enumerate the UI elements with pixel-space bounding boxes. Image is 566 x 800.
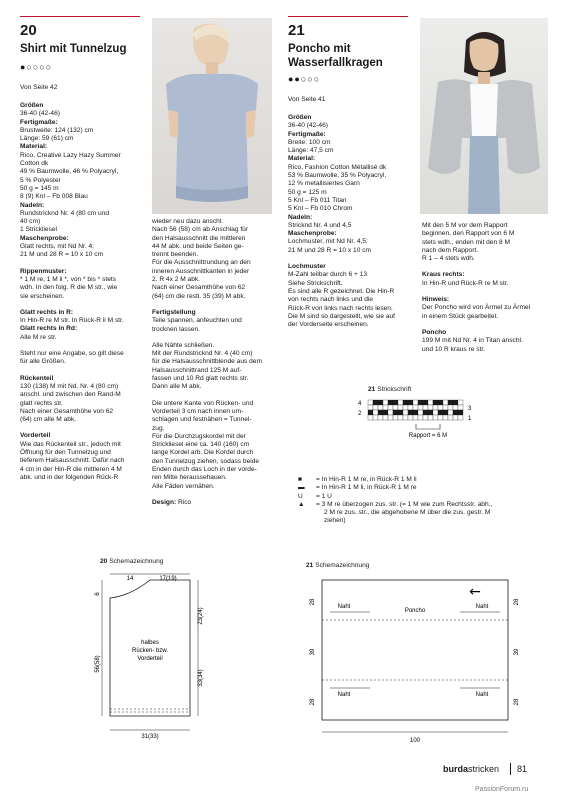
poncho-schematic xyxy=(300,572,530,748)
chart-cell xyxy=(393,415,398,420)
dim-right: 28 xyxy=(514,698,520,706)
text-line: R 1 – 4 stets wdh. xyxy=(422,255,475,263)
text-line: (64) cm die restl. 35 (39) M abk. xyxy=(152,292,246,300)
text-line: Vorderteil 3 cm nach innen um- xyxy=(152,407,244,415)
front-line: Wie das Rückenteil str., jedoch mit xyxy=(20,440,121,448)
measures-heading: Fertigmaße: xyxy=(20,118,58,126)
chart-cell xyxy=(383,405,388,410)
chart-cell xyxy=(423,400,428,405)
needles-line: Rundstricknd Nr. 4 (80 cm und xyxy=(20,209,110,217)
chart-cell xyxy=(398,410,403,415)
text-line: trennt beenden. xyxy=(152,251,199,259)
chart-cell xyxy=(408,405,413,410)
chart-cell xyxy=(458,415,463,420)
text-line: 199 M mit Nd Nr. 4 in Titan anschl. xyxy=(422,337,523,345)
chart-cell xyxy=(388,405,393,410)
chart-cell xyxy=(438,400,443,405)
chart-cell xyxy=(443,415,448,420)
text-line: den Halsausschnitt die mittleren xyxy=(152,234,246,242)
needles-line: Stricknd Nr. 4 und 4,5 xyxy=(288,221,352,229)
center-label: Vorderteil xyxy=(137,656,163,662)
chart-cell xyxy=(428,410,433,415)
rib-line: sie erscheinen. xyxy=(20,292,65,300)
chart-cell xyxy=(448,415,453,420)
chart-cell xyxy=(433,415,438,420)
front-heading: Vorderteil xyxy=(20,432,51,440)
lace-line: Es sind alle R gezeichnet. Die Hin-R xyxy=(288,287,395,295)
chart-cell xyxy=(453,410,458,415)
material-line: 5 % Polyester xyxy=(20,176,61,184)
material-line: 5 Knl – Fb 010 Chrom xyxy=(288,205,353,213)
chart-cell xyxy=(388,410,393,415)
difficulty-rating: ●●○○○ xyxy=(288,74,321,84)
garter-heading: Kraus rechts: xyxy=(422,271,465,279)
text-line: Dann alle M abk. xyxy=(152,383,202,391)
chart-cell xyxy=(373,415,378,420)
chart-cell xyxy=(403,405,408,410)
pattern-number: 21 xyxy=(288,22,305,39)
watermark: PassionForum.ru xyxy=(475,786,529,793)
pattern-title-line1: Poncho mit xyxy=(288,43,351,55)
knitting-chart xyxy=(356,396,476,444)
dim-left: 39 xyxy=(310,648,316,656)
text-line: Teile spannen, anfeuchten und xyxy=(152,317,242,325)
brand-regular: stricken xyxy=(468,764,500,774)
dim-bottom: 31(33) xyxy=(141,734,159,740)
text-line: ren Mitte heraussehauen. xyxy=(152,474,227,482)
chart-cell xyxy=(388,415,393,420)
gauge-line: 21 M und 28 R = 10 x 10 cm xyxy=(20,251,104,259)
measures-line: Länge: 47,5 cm xyxy=(288,147,334,155)
chart-cell xyxy=(368,405,373,410)
from-page: Von Seite 42 xyxy=(20,84,58,91)
chart-cell xyxy=(393,400,398,405)
dim-right: 23(24) xyxy=(198,607,204,625)
from-page: Von Seite 41 xyxy=(288,96,326,103)
difficulty-rating: ●○○○○ xyxy=(20,62,53,72)
front-line: 4 cm in der Hin-R die mittleren 4 M xyxy=(20,465,122,473)
model-illustration xyxy=(420,18,548,214)
note-line: Steht nur eine Angabe, so gilt diese xyxy=(20,350,124,358)
sketch-label: Schemazeichnung xyxy=(109,558,164,565)
material-line: Rico, Fashion Cotton Métallisé dk xyxy=(288,163,387,171)
legend-symbol: ■ xyxy=(298,476,302,483)
chart-caption xyxy=(368,386,411,394)
chart-cell xyxy=(438,405,443,410)
lace-line: Die M sind so dargestellt, wie sie auf xyxy=(288,312,396,320)
chart-cell xyxy=(383,410,388,415)
text-line: Halsausschnittrand 125 M auf- xyxy=(152,366,242,374)
material-line: 12 % metallisiertes Garn xyxy=(288,180,360,188)
text-line: fassen und 10 Rd glatt rechts str. xyxy=(152,375,249,383)
text-line: für die Halsausschnittblende aus dem xyxy=(152,358,262,366)
chart-cell xyxy=(418,410,423,415)
sketch-number: 21 xyxy=(306,562,314,569)
chart-cell xyxy=(383,415,388,420)
text-line: 44 M abk. und beide Seiten ge- xyxy=(152,242,244,250)
chart-cell xyxy=(448,400,453,405)
chart-number: 21 xyxy=(368,386,376,393)
chart-cell xyxy=(408,400,413,405)
chart-cell xyxy=(453,415,458,420)
needles-line: 1 Strickliesel xyxy=(20,226,58,234)
dim-top: 17(19) xyxy=(159,576,177,582)
dim-right: 28 xyxy=(514,598,520,606)
material-line: 50 g = 125 m xyxy=(288,188,327,196)
back-heading: Rückenteil xyxy=(20,374,54,382)
back-line: glatt rechts str. xyxy=(20,399,63,407)
chart-cell xyxy=(408,415,413,420)
chart-cell xyxy=(373,400,378,405)
footer-divider xyxy=(510,763,511,775)
legend-text: 2 M re zus. str., die abgehobene M über die zus. gestr. M xyxy=(324,509,491,517)
model-photo-poncho xyxy=(420,18,548,214)
chart-cell xyxy=(453,400,458,405)
material-line: 50 g = 145 m xyxy=(20,184,59,192)
brand-bold: burda xyxy=(443,764,469,774)
text-line: trocknen lassen. xyxy=(152,325,201,333)
sizes-heading: Größen xyxy=(288,114,312,121)
pattern-title: Shirt mit Tunnelzug xyxy=(20,43,127,55)
sizes-heading: Größen xyxy=(20,102,44,109)
needles-heading: Nadeln: xyxy=(20,201,45,209)
lace-line: der Vorderseite erscheinen. xyxy=(288,321,369,329)
chart-cell xyxy=(458,410,463,415)
lace-line: Siehe Strickschrift. xyxy=(288,279,343,287)
measures-line: Breite: 100 cm xyxy=(288,138,331,146)
rib-line: * 1 M re, 1 M li *, von * bis * stets xyxy=(20,275,117,283)
row-number: 3 xyxy=(468,406,472,412)
dim-top: 14 xyxy=(126,576,134,582)
back-line: Nach einer Gesamthöhe von 62 xyxy=(20,407,114,415)
lace-line: von rechts nach links und die xyxy=(288,296,374,304)
material-line: 53 % Baumwolle, 35 % Polyacryl, xyxy=(288,172,387,180)
lace-line: M-Zahl teilbar durch 6 + 13 xyxy=(288,271,367,279)
material-heading: Material: xyxy=(288,155,316,163)
text-line: Alle Nähte schließen. xyxy=(152,341,215,349)
gauge-heading: Maschenprobe: xyxy=(20,234,69,242)
rib-heading: Rippenmuster: xyxy=(20,267,67,275)
text-line: schlagen und festnähen = Tunnel- xyxy=(152,416,252,424)
text-line: zug. xyxy=(152,424,165,432)
text-line: wieder neu dazu anschl. xyxy=(152,218,224,225)
chart-cell xyxy=(398,405,403,410)
sketch21-caption xyxy=(306,562,369,570)
text-line: Alle Fäden vernähen. xyxy=(152,482,215,490)
text-line: 2. R 4x 2 M abk. xyxy=(152,276,201,284)
chart-cell xyxy=(378,415,383,420)
chart-cell xyxy=(423,415,428,420)
lace-line: Rück-R von links nach rechts lesen. xyxy=(288,304,393,312)
chart-cell xyxy=(458,400,463,405)
section-rule xyxy=(20,16,140,17)
design-label: Design: xyxy=(152,498,177,506)
dim-left: 28 xyxy=(310,598,316,606)
chart-cell xyxy=(388,400,393,405)
sketch-number: 20 xyxy=(100,558,108,565)
measures-heading: Fertigmaße: xyxy=(288,130,326,138)
text-line: Strickliesel eine ca. 140 (160) cm xyxy=(152,441,250,449)
dim-right: 33(34) xyxy=(198,669,204,687)
magazine-brand xyxy=(443,764,499,774)
material-heading: Material: xyxy=(20,143,48,151)
seam-label: Naht xyxy=(337,604,351,610)
back-line: 130 (138) M mit Nd. Nr. 4 (80 cm) xyxy=(20,382,119,390)
legend-text: = 1 U xyxy=(316,492,332,500)
chart-cell xyxy=(368,410,373,415)
text-line: Für die Durchzugskordel mit der xyxy=(152,432,246,440)
row-number: 1 xyxy=(468,416,472,422)
model-photo-shirt xyxy=(152,18,272,214)
instructions-col1 xyxy=(20,102,148,482)
text-line: stets wdh., enden mit den 8 M xyxy=(422,238,510,246)
chart-cell xyxy=(428,405,433,410)
model-illustration xyxy=(152,18,272,214)
legend-text: = 3 M re überzogen zus. str. (= 1 M wie zum Rechtsstr. abh., xyxy=(316,500,493,508)
chart-cell xyxy=(383,400,388,405)
needles-line: 40 cm) xyxy=(20,218,41,226)
chart-cell xyxy=(413,400,418,405)
chart-cell xyxy=(413,405,418,410)
lace-heading: Lochmuster xyxy=(288,263,326,271)
chart-cell xyxy=(373,410,378,415)
chart-cell xyxy=(433,410,438,415)
chart-cell xyxy=(438,415,443,420)
chart-cell xyxy=(368,400,373,405)
chart-cell xyxy=(423,410,428,415)
chart-cell xyxy=(408,410,413,415)
row-number: 4 xyxy=(358,401,362,407)
chart-legend xyxy=(298,476,548,526)
design-name: Rico xyxy=(176,498,192,506)
chart-cell xyxy=(368,415,373,420)
measures-line: Länge: 59 (61) cm xyxy=(20,135,74,143)
legend-symbol: U xyxy=(298,492,303,500)
chart-cell xyxy=(413,410,418,415)
text-line: und 10 R kraus re str. xyxy=(422,345,486,353)
sketch-label: Schemazeichnung xyxy=(315,562,370,569)
section-rule xyxy=(288,16,408,17)
shirt-schematic xyxy=(90,566,220,746)
chart-cell xyxy=(398,415,403,420)
glatt-text: In Hin-R re M str. In Rück-R li M str. xyxy=(20,317,124,325)
chart-cell xyxy=(443,410,448,415)
text-line: Mit der Rundstricknd Nr. 4 (40 cm) xyxy=(152,350,253,358)
glatt-heading: Glatt rechts in Rd: xyxy=(20,325,78,333)
chart-cell xyxy=(438,410,443,415)
chart-cell xyxy=(448,405,453,410)
hint-heading: Hinweis: xyxy=(422,296,450,304)
text-line: den Tunnelzug ziehen, sodass beide xyxy=(152,457,260,465)
gauge-line: 21 M und 28 R = 10 x 10 cm xyxy=(288,246,372,254)
dim-left: 28 xyxy=(310,698,316,706)
text-line: Nach 56 (58) cm ab Anschlag für xyxy=(152,226,249,234)
front-line: abk. und in der folgenden Rück-R xyxy=(20,473,119,481)
chart-cell xyxy=(458,405,463,410)
text-line: Enden durch das Loch in der vorde- xyxy=(152,466,257,474)
chart-cell xyxy=(418,415,423,420)
pattern-number: 20 xyxy=(20,22,37,39)
instructions-col2 xyxy=(152,218,278,507)
chart-cell xyxy=(443,405,448,410)
back-line: (64) cm alle M abk. xyxy=(20,416,77,424)
dim-left: 6 xyxy=(95,592,101,596)
back-line: anschl. und zwischen den Rand-M xyxy=(20,391,121,399)
note-line: für alle Größen. xyxy=(20,358,66,366)
seam-label: Naht xyxy=(475,604,489,610)
chart-cell xyxy=(403,415,408,420)
front-line: Öffnung für den Tunnelzug und xyxy=(20,448,111,456)
text-line: Mit den 5 M vor dem Rapport xyxy=(422,222,508,229)
chart-cell xyxy=(378,410,383,415)
legend-symbol: ▬ xyxy=(298,484,305,492)
center-label: Poncho xyxy=(404,608,426,614)
dim-left: 56(58) xyxy=(95,655,101,673)
chart-cell xyxy=(453,405,458,410)
schematic-outline xyxy=(322,580,508,720)
needles-heading: Nadeln: xyxy=(288,213,313,221)
material-line: Cotton dk xyxy=(20,160,49,168)
gauge-line: Lochmuster, mit Nd Nr. 4,5: xyxy=(288,238,368,246)
seam-label: Naht xyxy=(337,692,351,698)
chart-cell xyxy=(433,405,438,410)
chart-cell xyxy=(378,400,383,405)
text-line: Nach einer Gesamthöhe von 62 xyxy=(152,284,246,292)
chart-cell xyxy=(418,405,423,410)
center-label: halbes xyxy=(141,640,159,646)
finish-heading: Fertigstellung xyxy=(152,308,196,316)
chart-cell xyxy=(418,400,423,405)
row-number: 2 xyxy=(358,411,362,417)
gauge-heading: Maschenprobe: xyxy=(288,230,337,238)
chart-cell xyxy=(413,415,418,420)
rib-line: wdh. In den folg. R die M str., wie xyxy=(20,284,118,292)
gauge-line: Glatt rechts, mit Nd Nr. 4: xyxy=(20,243,95,251)
chart-cell xyxy=(403,410,408,415)
material-line: Rico, Creative Lazy Hazy Summer xyxy=(20,151,121,159)
text-line: In Hin-R und Rück-R re M str. xyxy=(422,279,509,287)
dim-bottom: 100 xyxy=(409,738,421,744)
rapport-bracket xyxy=(416,424,440,429)
glatt-heading: Glatt rechts in R: xyxy=(20,308,74,316)
sizes-text: 36-40 (42-46) xyxy=(20,110,60,118)
chart-cell xyxy=(393,405,398,410)
instructions-col3 xyxy=(288,114,416,329)
center-label: Rücken- bzw. xyxy=(131,648,169,654)
direction-arrow-icon: ← xyxy=(469,584,481,600)
chart-cell xyxy=(433,400,438,405)
poncho-heading: Poncho xyxy=(422,328,447,336)
text-line: beginnen, den Rapport von 6 M xyxy=(422,230,515,238)
chart-cell xyxy=(423,405,428,410)
chart-cell xyxy=(428,415,433,420)
chart-cell xyxy=(443,400,448,405)
chart-cell xyxy=(398,400,403,405)
text-line: Der Poncho wird von Ärmel zu Ärmel xyxy=(422,304,531,312)
glatt-text: Alle M re str. xyxy=(20,333,57,341)
material-line: 5 Knl – Fb 011 Titan xyxy=(288,196,347,204)
text-line: Die untere Kante von Rücken- und xyxy=(152,399,254,407)
text-line: inneren Ausschnittkanten in jeder xyxy=(152,267,250,275)
material-line: 49 % Baumwolle, 46 % Polyacryl, xyxy=(20,168,119,176)
chart-cell xyxy=(373,405,378,410)
seam-label: Naht xyxy=(475,692,489,698)
chart-cell xyxy=(428,400,433,405)
chart-cell xyxy=(448,410,453,415)
instructions-col4 xyxy=(422,222,552,354)
chart-cell xyxy=(378,405,383,410)
text-line: in einem Stück gearbeitet. xyxy=(422,312,499,320)
dim-right: 39 xyxy=(514,648,520,656)
sizes-text: 36-40 (42-46) xyxy=(288,122,328,130)
page-number: 81 xyxy=(517,764,528,774)
chart-cell xyxy=(393,410,398,415)
measures-line: Brustweite: 124 (132) cm xyxy=(20,126,94,134)
chart-label: Strickschrift xyxy=(377,386,412,393)
pattern-title-line2: Wasserfallkragen xyxy=(288,57,383,69)
rapport-label: Rapport = 6 M xyxy=(408,433,448,439)
text-line: Für die Ausschnittrundung an den xyxy=(152,259,251,267)
legend-text: = In Hin-R 1 M li, in Rück-R 1 M re xyxy=(316,484,417,492)
material-line: 8 (9) Knl – Fb 008 Blau xyxy=(20,193,88,201)
front-line: tieferem Halsausschnitt. Dafür nach xyxy=(20,457,125,465)
legend-symbol: ▲ xyxy=(298,500,305,508)
text-line: lange Kordel arb. Die Kordel durch xyxy=(152,449,254,457)
legend-text: ziehen) xyxy=(324,517,346,525)
legend-text: = In Hin-R 1 M re, in Rück-R 1 M li xyxy=(316,476,417,483)
text-line: nach dem Rapport. xyxy=(422,246,479,254)
chart-cell xyxy=(403,400,408,405)
